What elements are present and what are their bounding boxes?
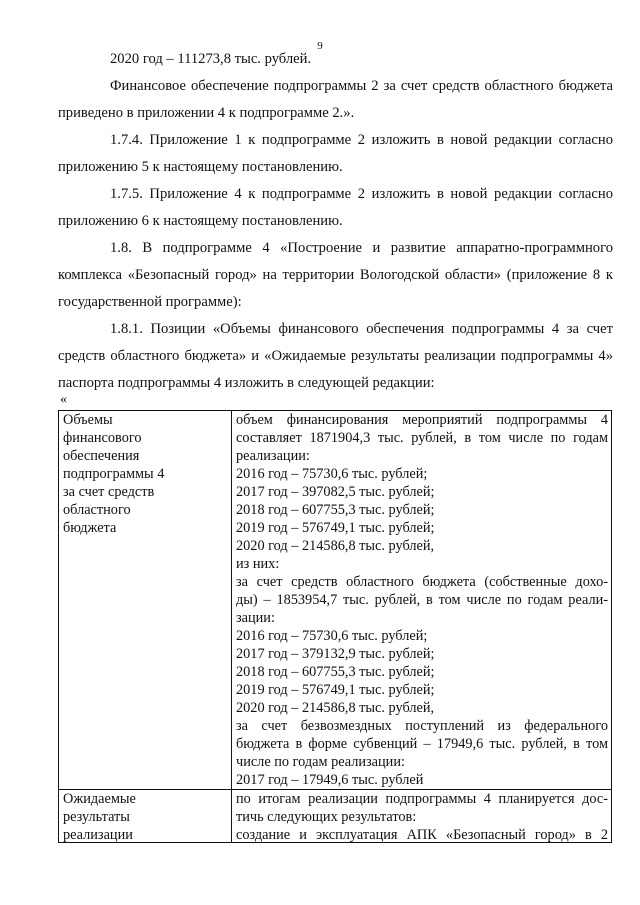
paragraph-1-8-1: 1.8.1. Позиции «Объемы финансового обеспечения подпрограммы 4 за счет средств областного бюджета» и «Ожидаемые результаты реализации подпрограммы 4» паспорта подпрограммы 4 изложить в следующей редакции:: [58, 321, 613, 391]
table-row-financing: [59, 411, 612, 790]
label-line: бюджета: [63, 520, 117, 536]
value-line: из них:: [236, 556, 280, 572]
label-line: за счет средств: [63, 484, 155, 500]
passport-table: [58, 410, 612, 843]
paragraph-year-2020: 2020 год – 111273,8 тыс. рублей.: [110, 51, 312, 67]
label-line: обеспечения: [63, 448, 140, 464]
paragraph-1-7-5: 1.7.5. Приложение 4 к подпрограмме 2 изложить в новой редакции согласно приложению 6 к настоящему постановлению.: [58, 186, 613, 229]
paragraph-financing-subprogram-2: Финансовое обеспечение подпрограммы 2 за счет средств областного бюджета приведено в приложении 4 к подпрограмме 2.».: [58, 78, 613, 121]
value-line: ды) – 1853954,7 тыс. рублей, в том числе по годам реали-: [236, 592, 608, 608]
value-line: создание и эксплуатация АПК «Безопасный город» в 2: [236, 827, 608, 842]
body-text: [58, 46, 613, 397]
value-line: 2017 год – 379132,9 тыс. рублей;: [236, 646, 435, 662]
value-line: по итогам реализации подпрограммы 4 планируется дос-: [236, 791, 608, 807]
paragraph-1-8: 1.8. В подпрограмме 4 «Построение и развитие аппаратно-программного комплекса «Безопасный город» на территории Вологодской области» (приложение 8 к государственной программе):: [58, 240, 613, 310]
label-line: подпрограммы 4: [63, 466, 165, 482]
value-line: 2017 год – 397082,5 тыс. рублей;: [236, 484, 435, 500]
label-line: Ожидаемые: [63, 791, 136, 807]
row-value-financing: [232, 411, 612, 790]
paragraph-1-7-4: 1.7.4. Приложение 1 к подпрограмме 2 изложить в новой редакции согласно приложению 5 к настоящему постановлению.: [58, 132, 613, 175]
value-line: объем финансирования мероприятий подпрограммы 4: [236, 412, 608, 428]
value-line: 2019 год – 576749,1 тыс. рублей;: [236, 520, 435, 536]
label-line: реализации: [63, 827, 133, 842]
value-line: 2020 год – 214586,8 тыс. рублей,: [236, 538, 435, 554]
value-line: 2020 год – 214586,8 тыс. рублей,: [236, 700, 435, 716]
label-line: областного: [63, 502, 131, 518]
value-line: числе по годам реализации:: [236, 754, 405, 770]
label-line: Объемы: [63, 412, 113, 428]
value-line: 2017 год – 17949,6 тыс. рублей: [236, 772, 424, 788]
value-line: 2018 год – 607755,3 тыс. рублей;: [236, 502, 435, 518]
row-label-expected-results: [59, 790, 232, 843]
opening-quote: «: [60, 392, 67, 407]
value-line: 2019 год – 576749,1 тыс. рублей;: [236, 682, 435, 698]
label-line: результаты: [63, 809, 130, 825]
value-line: реализации:: [236, 448, 310, 464]
value-line: за счет средств областного бюджета (собственные дохо-: [236, 574, 608, 590]
value-line: 2016 год – 75730,6 тыс. рублей;: [236, 628, 428, 644]
value-line: 2016 год – 75730,6 тыс. рублей;: [236, 466, 428, 482]
page-number: 9: [317, 40, 323, 52]
table-row-expected-results: [59, 790, 612, 843]
row-label-financing: [59, 411, 232, 790]
row-value-expected-results: [232, 790, 612, 843]
value-line: бюджета в форме субвенций – 17949,6 тыс. рублей, в том: [236, 736, 608, 752]
value-line: составляет 1871904,3 тыс. рублей, в том числе по годам: [236, 430, 608, 446]
value-line: зации:: [236, 610, 275, 626]
value-line: за счет безвозмездных поступлений из федерального: [236, 718, 608, 734]
label-line: финансового: [63, 430, 142, 446]
value-line: 2018 год – 607755,3 тыс. рублей;: [236, 664, 435, 680]
value-line: тичь следующих результатов:: [236, 809, 417, 825]
